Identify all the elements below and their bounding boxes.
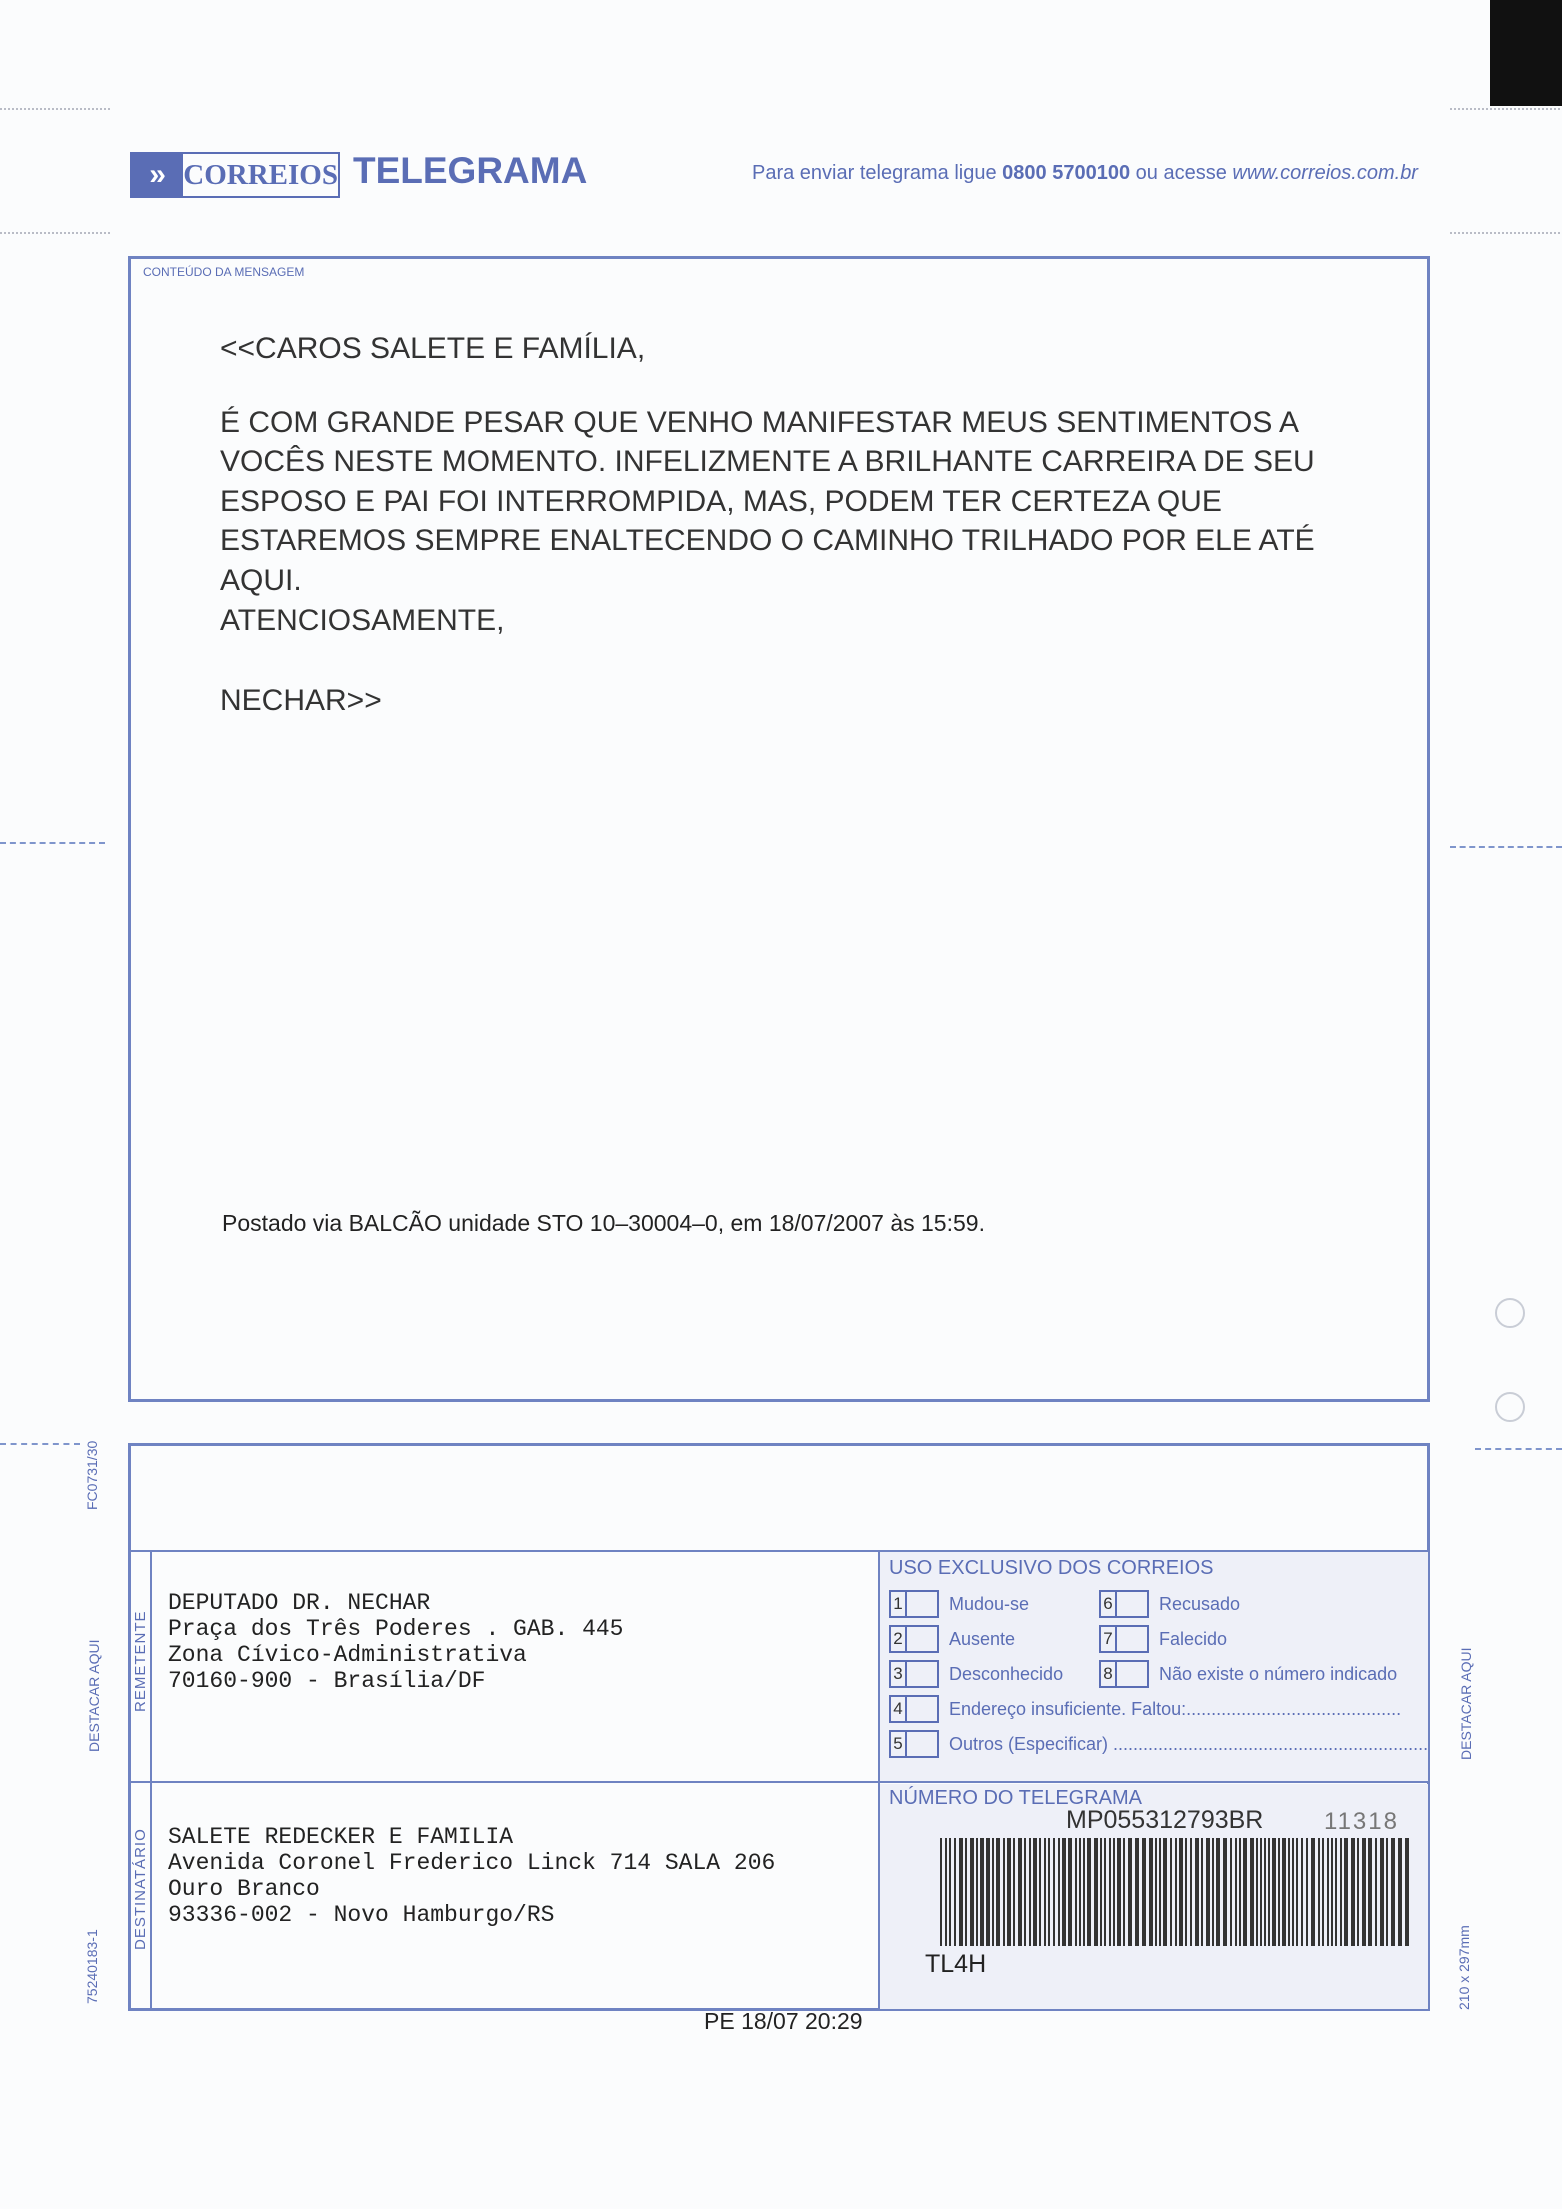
perforation-dots bbox=[0, 108, 110, 110]
barcode-bar bbox=[1272, 1838, 1276, 1946]
info-mid: ou acesse bbox=[1135, 162, 1227, 184]
barcode-bar bbox=[1230, 1838, 1232, 1946]
barcode-bar bbox=[1075, 1838, 1077, 1946]
info-site: www.correios.com.br bbox=[1232, 162, 1418, 184]
barcode-bar bbox=[1327, 1838, 1329, 1946]
message-line: AQUI. bbox=[220, 564, 302, 597]
barcode-bar bbox=[954, 1838, 956, 1946]
option-absent[interactable]: 2 Ausente bbox=[889, 1625, 1015, 1653]
detach-line bbox=[1450, 846, 1562, 848]
message-line: ATENCIOSAMENTE, bbox=[220, 604, 505, 637]
checkbox[interactable] bbox=[905, 1730, 939, 1758]
barcode-bar bbox=[1039, 1838, 1041, 1946]
barcode-bar bbox=[1340, 1838, 1342, 1946]
telegram-number: MP055312793BR bbox=[1066, 1806, 1264, 1834]
barcode-bar bbox=[1282, 1838, 1286, 1946]
barcode-bar bbox=[1331, 1838, 1333, 1946]
barcode-bar bbox=[1368, 1838, 1372, 1946]
barcode-bar bbox=[992, 1838, 994, 1946]
message-line: ESPOSO E PAI FOI INTERROMPIDA, MAS, PODEM TER CERTEZA QUE bbox=[220, 485, 1222, 518]
barcode-bar bbox=[1335, 1838, 1337, 1946]
checkbox[interactable] bbox=[1115, 1660, 1149, 1688]
option-no-number[interactable]: 8 Não existe o número indicado bbox=[1099, 1660, 1397, 1688]
checkbox[interactable] bbox=[905, 1660, 939, 1688]
barcode-bar bbox=[1024, 1838, 1026, 1946]
barcode-bar bbox=[1175, 1838, 1177, 1946]
perforation-dots bbox=[0, 232, 110, 234]
message-label: CONTEÚDO DA MENSAGEM bbox=[143, 265, 305, 279]
recipient-line: Avenida Coronel Frederico Linck 714 SALA 206 bbox=[168, 1850, 776, 1876]
divider bbox=[128, 1781, 1430, 1783]
barcode-bar bbox=[1128, 1838, 1132, 1946]
message-line: NECHAR>> bbox=[220, 684, 382, 717]
barcode-bar bbox=[1185, 1838, 1187, 1946]
barcode-bar bbox=[1104, 1838, 1106, 1946]
correios-use-title: USO EXCLUSIVO DOS CORREIOS bbox=[889, 1557, 1214, 1579]
barcode-bar bbox=[1292, 1838, 1294, 1946]
correios-logo bbox=[130, 152, 340, 198]
sender-line: DEPUTADO DR. NECHAR bbox=[168, 1590, 431, 1616]
barcode-bar bbox=[1223, 1838, 1227, 1946]
barcode-bar bbox=[1212, 1838, 1214, 1946]
recipient-line: SALETE REDECKER E FAMILIA bbox=[168, 1824, 514, 1850]
telegram-number-title: NÚMERO DO TELEGRAMA bbox=[889, 1787, 1142, 1809]
barcode-bar bbox=[1391, 1838, 1395, 1946]
barcode-bar bbox=[1190, 1838, 1192, 1946]
info-prefix: Para enviar telegrama ligue bbox=[752, 162, 997, 184]
sender-label: REMETENTE bbox=[132, 1610, 149, 1712]
perforation-dots bbox=[1450, 232, 1560, 234]
barcode-bar bbox=[1357, 1838, 1359, 1946]
barcode-bar bbox=[959, 1838, 963, 1946]
barcode-bar bbox=[996, 1838, 1000, 1946]
header-info bbox=[752, 162, 1418, 185]
scan-corner-mark bbox=[1490, 0, 1562, 106]
barcode-bar bbox=[1268, 1838, 1270, 1946]
barcode-bar bbox=[1149, 1838, 1153, 1946]
barcode bbox=[940, 1838, 1410, 1946]
barcode-bar bbox=[1306, 1838, 1308, 1946]
barcode-bar bbox=[1159, 1838, 1161, 1946]
barcode-bar bbox=[1380, 1838, 1384, 1946]
barcode-bar bbox=[1344, 1838, 1348, 1946]
barcode-bar bbox=[1058, 1838, 1060, 1946]
barcode-bar bbox=[1068, 1838, 1072, 1946]
barcode-bar bbox=[1048, 1838, 1050, 1946]
barcode-bar bbox=[1123, 1838, 1125, 1946]
barcode-bar bbox=[1243, 1838, 1247, 1946]
checkbox[interactable] bbox=[1115, 1590, 1149, 1618]
barcode-bar bbox=[970, 1838, 974, 1946]
recipient-line: 93336-002 - Novo Hamburgo/RS bbox=[168, 1902, 555, 1928]
barcode-bar bbox=[1260, 1838, 1262, 1946]
detach-line bbox=[0, 842, 105, 844]
detach-line bbox=[0, 1443, 80, 1445]
checkbox[interactable] bbox=[905, 1625, 939, 1653]
barcode-bar bbox=[1053, 1838, 1055, 1946]
punch-hole bbox=[1495, 1392, 1525, 1422]
sender-address bbox=[168, 1590, 623, 1694]
sender-line: 70160-900 - Brasília/DF bbox=[168, 1668, 486, 1694]
barcode-bar bbox=[1201, 1838, 1203, 1946]
recipient-label: DESTINATÁRIO bbox=[132, 1828, 149, 1950]
barcode-bar bbox=[1264, 1838, 1266, 1946]
footer-stamp: PE 18/07 20:29 bbox=[704, 2008, 863, 2034]
barcode-bar bbox=[976, 1838, 978, 1946]
barcode-bar bbox=[1296, 1838, 1298, 1946]
recipient-address bbox=[168, 1824, 775, 1928]
info-phone: 0800 5700100 bbox=[1002, 162, 1131, 184]
barcode-bar bbox=[1216, 1838, 1220, 1946]
barcode-bar bbox=[1398, 1838, 1402, 1946]
message-line: É COM GRANDE PESAR QUE VENHO MANIFESTAR MEUS SENTIMENTOS A bbox=[220, 406, 1300, 439]
form-code: FC0731/30 bbox=[84, 1440, 100, 1510]
checkbox[interactable] bbox=[905, 1695, 939, 1723]
barcode-bar bbox=[949, 1838, 951, 1946]
barcode-bar bbox=[986, 1838, 990, 1946]
barcode-bar bbox=[1351, 1838, 1355, 1946]
barcode-bar bbox=[965, 1838, 967, 1946]
divider bbox=[128, 1550, 1430, 1552]
barcode-bar bbox=[1179, 1838, 1183, 1946]
detach-label-right: DESTACAR AQUI bbox=[1458, 1647, 1474, 1760]
message-line: ESTAREMOS SEMPRE ENALTECENDO O CAMINHO TRILHADO POR ELE ATÉ bbox=[220, 524, 1315, 557]
correios-arrows-icon: » bbox=[132, 154, 183, 196]
barcode-bar bbox=[1155, 1838, 1157, 1946]
barcode-bar bbox=[1044, 1838, 1046, 1946]
option-deceased[interactable]: 7 Falecido bbox=[1099, 1625, 1227, 1653]
telegram-code: 11318 bbox=[1324, 1808, 1399, 1835]
barcode-bar bbox=[1087, 1838, 1091, 1946]
barcode-bar bbox=[1007, 1838, 1011, 1946]
barcode-bar bbox=[1405, 1838, 1409, 1946]
barcode-bar bbox=[1029, 1838, 1031, 1946]
barcode-bar bbox=[1163, 1838, 1167, 1946]
checkbox[interactable] bbox=[905, 1590, 939, 1618]
barcode-caption: TL4H bbox=[925, 1950, 987, 1978]
barcode-bar bbox=[1318, 1838, 1320, 1946]
barcode-bar bbox=[1170, 1838, 1172, 1946]
barcode-bar bbox=[1250, 1838, 1254, 1946]
serial-code: 75240183-1 bbox=[84, 1929, 100, 2004]
posted-note: Postado via BALCÃO unidade STO 10–30004–0, em 18/07/2007 às 15:59. bbox=[222, 1210, 985, 1236]
barcode-bar bbox=[1256, 1838, 1258, 1946]
barcode-bar bbox=[1142, 1838, 1146, 1946]
barcode-bar bbox=[1018, 1838, 1022, 1946]
option-moved[interactable]: 1 Mudou-se bbox=[889, 1590, 1029, 1618]
barcode-bar bbox=[1013, 1838, 1015, 1946]
divider bbox=[150, 1550, 152, 2011]
option-insufficient-address[interactable]: 4 Endereço insuficiente. Faltou:........................................... bbox=[889, 1695, 1401, 1723]
barcode-bar bbox=[1235, 1838, 1237, 1946]
barcode-bar bbox=[945, 1838, 947, 1946]
barcode-bar bbox=[1386, 1838, 1388, 1946]
barcode-bar bbox=[940, 1838, 942, 1946]
detach-line bbox=[1475, 1448, 1562, 1450]
barcode-bar bbox=[1195, 1838, 1199, 1946]
barcode-bar bbox=[1135, 1838, 1139, 1946]
barcode-bar bbox=[1003, 1838, 1005, 1946]
barcode-bar bbox=[1062, 1838, 1066, 1946]
barcode-bar bbox=[1113, 1838, 1115, 1946]
barcode-bar bbox=[1239, 1838, 1241, 1946]
barcode-bar bbox=[1322, 1838, 1324, 1946]
option-refused[interactable]: 6 Recusado bbox=[1099, 1590, 1240, 1618]
barcode-bar bbox=[1288, 1838, 1290, 1946]
sender-line: Praça dos Três Poderes . GAB. 445 bbox=[168, 1616, 624, 1642]
barcode-bar bbox=[1311, 1838, 1315, 1946]
sender-line: Zona Cívico-Administrativa bbox=[168, 1642, 527, 1668]
barcode-bar bbox=[980, 1838, 984, 1946]
message-line: <<CAROS SALETE E FAMÍLIA, bbox=[220, 332, 646, 365]
barcode-bar bbox=[1206, 1838, 1210, 1946]
paper-size: 210 x 297mm bbox=[1456, 1925, 1472, 2010]
barcode-bar bbox=[1100, 1838, 1102, 1946]
checkbox[interactable] bbox=[1115, 1625, 1149, 1653]
divider bbox=[878, 1550, 880, 2011]
recipient-line: Ouro Branco bbox=[168, 1876, 320, 1902]
page-title: TELEGRAMA bbox=[353, 150, 588, 191]
barcode-bar bbox=[1083, 1838, 1085, 1946]
barcode-bar bbox=[1094, 1838, 1098, 1946]
barcode-bar bbox=[1375, 1838, 1377, 1946]
barcode-bar bbox=[1117, 1838, 1121, 1946]
message-line: VOCÊS NESTE MOMENTO. INFELIZMENTE A BRILHANTE CARREIRA DE SEU bbox=[220, 445, 1315, 478]
barcode-bar bbox=[1079, 1838, 1081, 1946]
option-other[interactable]: 5 Outros (Especificar) ............................................................... bbox=[889, 1730, 1428, 1758]
barcode-bar bbox=[1109, 1838, 1111, 1946]
perforation-dots bbox=[1450, 108, 1560, 110]
barcode-bar bbox=[1362, 1838, 1366, 1946]
detach-label-left: DESTACAR AQUI bbox=[86, 1639, 102, 1752]
barcode-bar bbox=[1278, 1838, 1280, 1946]
barcode-bar bbox=[1033, 1838, 1037, 1946]
logo-text: CORREIOS bbox=[183, 158, 338, 191]
barcode-bar bbox=[1301, 1838, 1303, 1946]
option-unknown[interactable]: 3 Desconhecido bbox=[889, 1660, 1063, 1688]
punch-hole bbox=[1495, 1298, 1525, 1328]
